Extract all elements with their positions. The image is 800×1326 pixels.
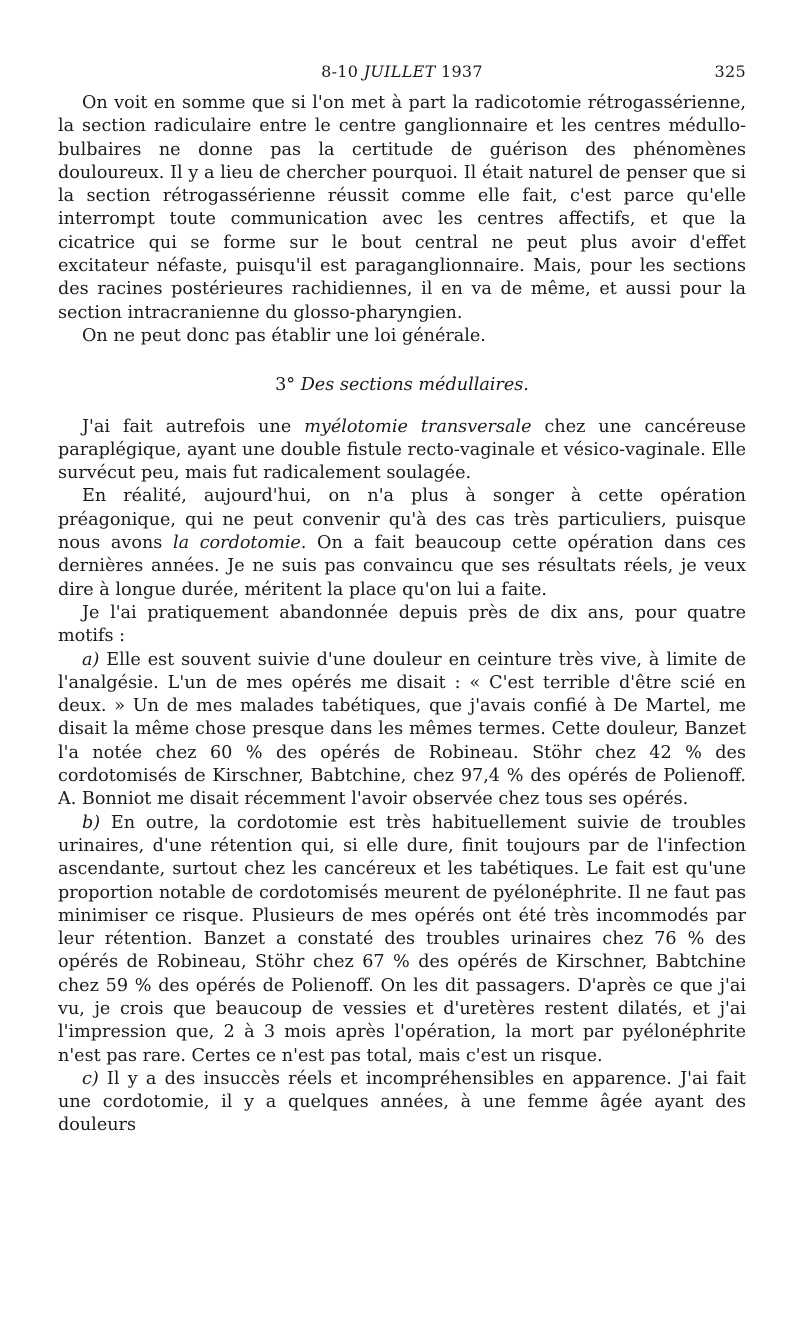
item-marker: c)	[82, 1068, 99, 1089]
cordotomie-term: la cordotomie.	[172, 533, 307, 554]
item-marker: a)	[82, 649, 100, 670]
paragraph-motifs: Je l'ai pratiquement abandonnée depuis près de dix ans, pour quatre motifs :	[58, 602, 746, 647]
paragraph-conclusion: On ne peut donc pas établir une loi générale.	[82, 325, 486, 346]
paragraph-myelotomie	[58, 416, 746, 486]
cordotomie-text-before: En réalité, aujourd'hui, on n'a plus à songer à cette opération préagonique, qui ne peut convenir qu'à des cas très particuliers, puisque nous avons	[58, 486, 746, 554]
date-prefix: 8-10	[321, 62, 359, 81]
paragraph-cordotomie	[58, 485, 746, 601]
section-title: Des sections médullaires.	[300, 375, 529, 396]
page-number: 325	[714, 62, 746, 81]
myelotomie-term: myélotomie transversale	[304, 416, 532, 437]
paragraph-radicotomie: On voit en somme que si l'on met à part la radicotomie rétrogassérienne, la section radiculaire entre le centre ganglionnaire et les centres médullo-bulbaires ne donne pas la certitude de guérison des phénomènes douloureux. Il y a lieu de chercher pourquoi. Il était naturel de penser que si la section rétrogassérienne réussit comme elle fait, c'est parce qu'elle interrompt toute communication avec les centres affectifs, et que la cicatrice qui se forme sur le bout central ne peut plus avoir d'effet excitateur néfaste, puisqu'il est paraganglionnaire. Mais, pour les sections des racines postérieures rachidiennes, il en va de même, et aussi pour la section intracranienne du glosso-pharyngien.	[58, 93, 746, 323]
list-item-c	[58, 1068, 746, 1138]
header-date	[58, 62, 746, 81]
list-item-b	[58, 812, 746, 1068]
myelotomie-text-before: J'ai fait autrefois une	[82, 416, 305, 437]
item-text: Elle est souvent suivie d'une douleur en ceinture très vive, à limite de l'analgésie. L'un de mes opérés me disait : « C'est terrible d'être scié en deux. » Un de mes malades tabétiques, que j'avais confié à De Martel, me disait la même chose presque dans les mêmes termes. Cette douleur, Banzet l'a notée chez 60 % des opérés de Robineau. Stöhr chez 42 % des cordotomisés de Kirschner, Babtchine, chez 97,4 % des opérés de Polienoff. A. Bonniot me disait récemment l'avoir observée chez tous ses opérés.	[58, 649, 746, 810]
body-text	[58, 92, 746, 1138]
item-text: Il y a des insuccès réels et incompréhensibles en apparence. J'ai fait une cordotomie, il y a quelques années, à une femme âgée ayant des douleurs	[58, 1068, 746, 1136]
section-number: 3°	[275, 375, 296, 396]
section-heading	[58, 374, 746, 397]
date-year: 1937	[440, 62, 483, 81]
list-item-a	[58, 649, 746, 812]
date-month: JUILLET	[363, 62, 436, 81]
item-text: En outre, la cordotomie est très habituellement suivie de troubles urinaires, d'une rétention qui, si elle dure, finit toujours par de l'infection ascendante, surtout chez les cancéreux et les tabétiques. Le fait est qu'une proportion notable de cordotomisés meurent de pyélonéphrite. Il ne faut pas minimiser ce risque. Plusieurs de mes opérés ont été très incommodés par leur rétention. Banzet a constaté des troubles urinaires chez 76 % des opérés de Robineau, Stöhr chez 67 % des opérés de Kirschner, Babtchine chez 59 % des opérés de Polienoff. On les dit passagers. D'après ce que j'ai vu, je crois que beaucoup de vessies et d'uretères restent dilatés, et j'ai l'impression que, 2 à 3 mois après l'opération, la mort par pyélonéphrite n'est pas rare. Certes ce n'est pas total, mais c'est un risque.	[58, 812, 746, 1066]
running-head	[58, 62, 746, 88]
myelotomie-text-after: chez une cancéreuse paraplégique, ayant une double fistule recto-vaginale et vésico-vaginale. Elle survécut peu, mais fut radicalement soulagée.	[58, 416, 746, 484]
item-marker: b)	[82, 812, 101, 833]
cordotomie-text-after: On a fait beaucoup cette opération dans ces dernières années. Je ne suis pas convaincu que ses résultats réels, je veux dire à longue durée, méritent la place qu'on lui a faite.	[58, 533, 746, 600]
